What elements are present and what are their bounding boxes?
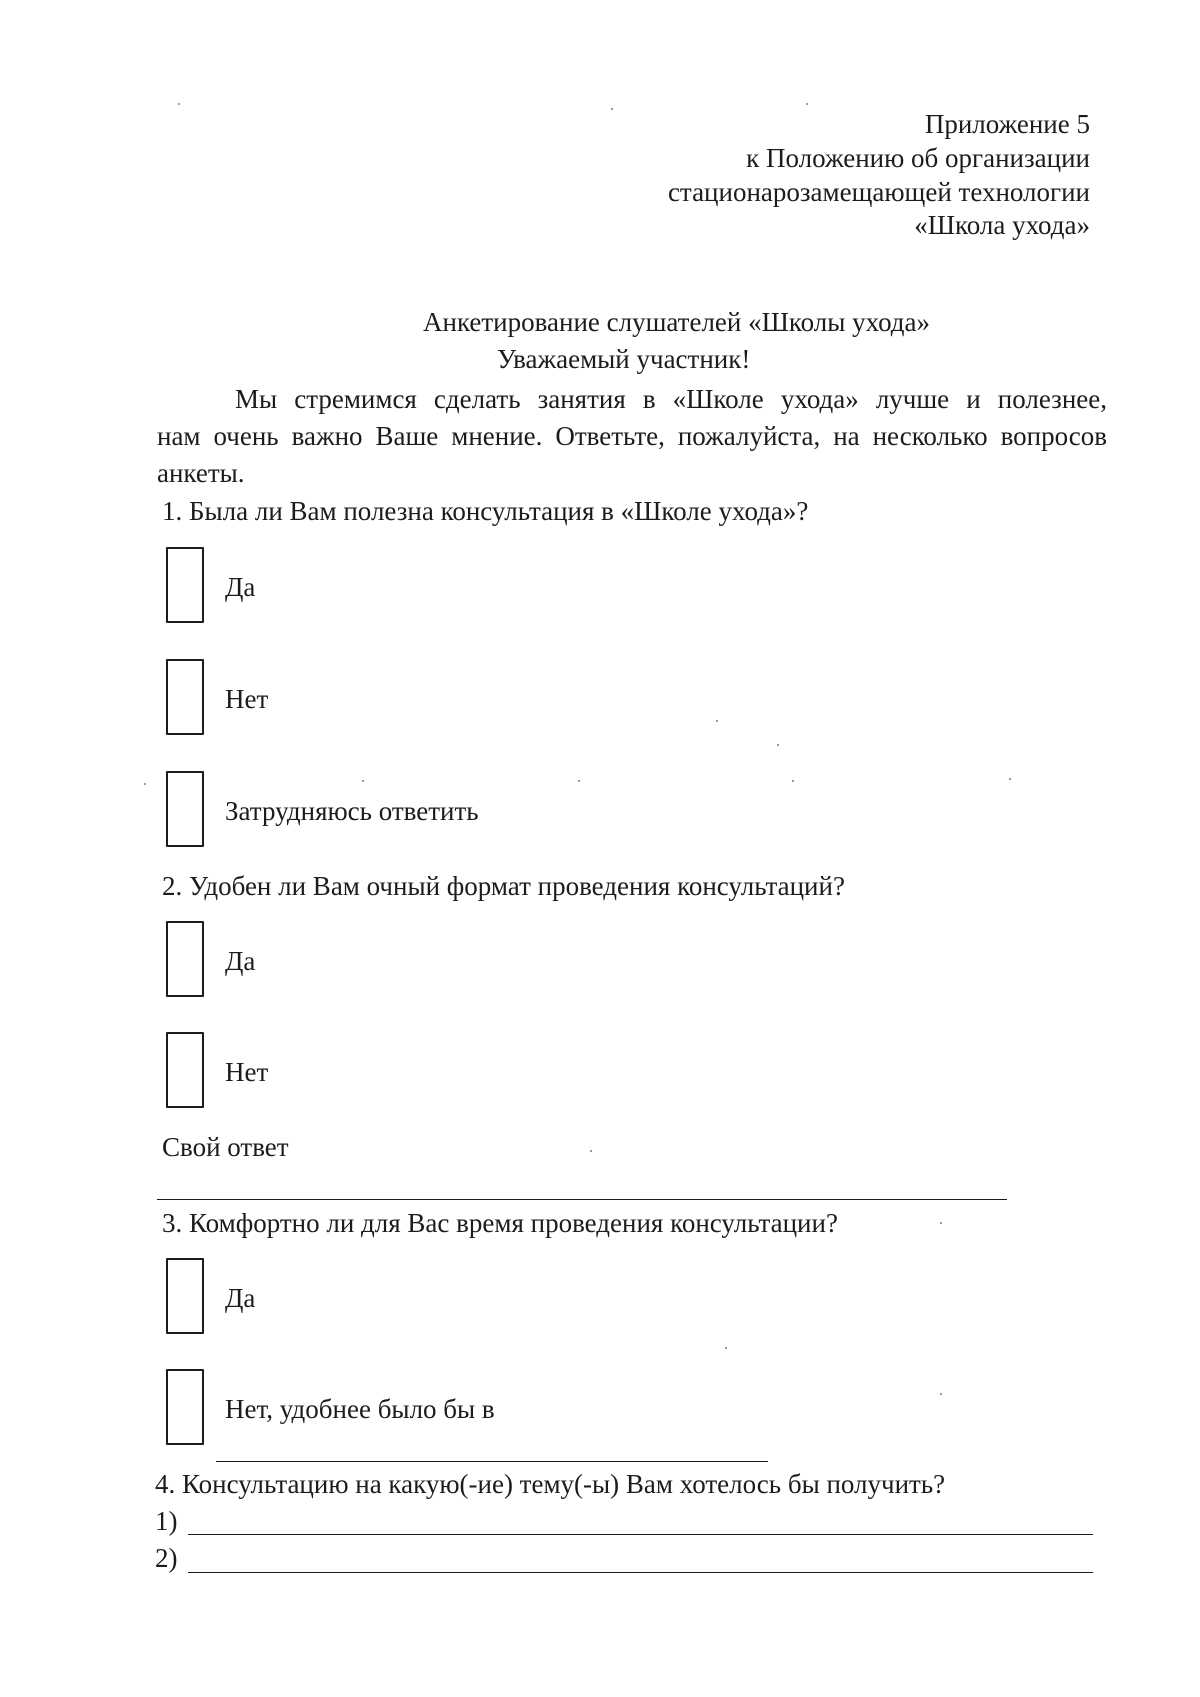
intro-line-3: анкеты. <box>157 458 245 488</box>
q1-option-unsure: Затрудняюсь ответить <box>225 796 479 826</box>
scan-speck <box>611 108 613 110</box>
q4-item-1-label: 1) <box>155 1506 178 1536</box>
own-answer-line[interactable] <box>157 1199 1007 1200</box>
scan-speck <box>725 1347 727 1349</box>
checkbox-q2-no[interactable] <box>166 1032 204 1108</box>
question-3: 3. Комфортно ли для Вас время проведения консультации? <box>162 1208 838 1238</box>
scan-speck <box>940 1222 942 1224</box>
q1-option-yes: Да <box>225 572 256 602</box>
q4-item-2-label: 2) <box>155 1543 178 1573</box>
scan-speck <box>178 103 180 105</box>
scan-speck <box>716 720 718 722</box>
scan-speck <box>578 780 580 782</box>
appendix-reference: к Положению об организации <box>746 143 1090 173</box>
checkbox-q3-no[interactable] <box>166 1369 204 1445</box>
q2-option-yes: Да <box>225 946 256 976</box>
checkbox-q1-yes[interactable] <box>166 547 204 623</box>
intro-line-2: нам очень важно Ваше мнение. Ответьте, пожалуйста, на несколько вопросов <box>157 421 1107 451</box>
checkbox-q1-no[interactable] <box>166 659 204 735</box>
question-4: 4. Консультацию на какую(-ие) тему(-ы) Вам хотелось бы получить? <box>155 1469 946 1499</box>
scan-speck <box>362 780 364 782</box>
scan-speck <box>1009 778 1011 780</box>
survey-title: Анкетирование слушателей «Школы ухода» <box>423 307 931 337</box>
scan-speck <box>777 744 779 746</box>
q4-item-1-line[interactable] <box>188 1534 1093 1535</box>
scan-speck <box>590 1150 592 1152</box>
scan-speck <box>144 783 146 785</box>
scan-speck <box>806 103 808 105</box>
checkbox-q1-unsure[interactable] <box>166 771 204 847</box>
q1-option-no: Нет <box>225 684 269 714</box>
appendix-number: Приложение 5 <box>924 109 1090 139</box>
appendix-school-name: «Школа ухода» <box>914 210 1090 240</box>
q4-item-2-line[interactable] <box>188 1572 1093 1573</box>
greeting: Уважаемый участник! <box>497 344 751 374</box>
q3-option-yes: Да <box>225 1283 256 1313</box>
scan-speck <box>940 1393 942 1395</box>
question-2: 2. Удобен ли Вам очный формат проведения консультаций? <box>162 871 845 901</box>
intro-line-1: Мы стремимся сделать занятия в «Школе ухода» лучше и полезнее, <box>235 384 1107 414</box>
checkbox-q2-yes[interactable] <box>166 921 204 997</box>
own-answer-label: Свой ответ <box>162 1132 289 1162</box>
q3-alternative-time-line[interactable] <box>216 1461 768 1462</box>
q3-option-no: Нет, удобнее было бы в <box>225 1394 495 1424</box>
q2-option-no: Нет <box>225 1057 269 1087</box>
scan-speck <box>792 780 794 782</box>
question-1: 1. Была ли Вам полезна консультация в «Школе ухода»? <box>162 496 809 526</box>
appendix-technology: стационарозамещающей технологии <box>667 177 1090 207</box>
checkbox-q3-yes[interactable] <box>166 1258 204 1334</box>
